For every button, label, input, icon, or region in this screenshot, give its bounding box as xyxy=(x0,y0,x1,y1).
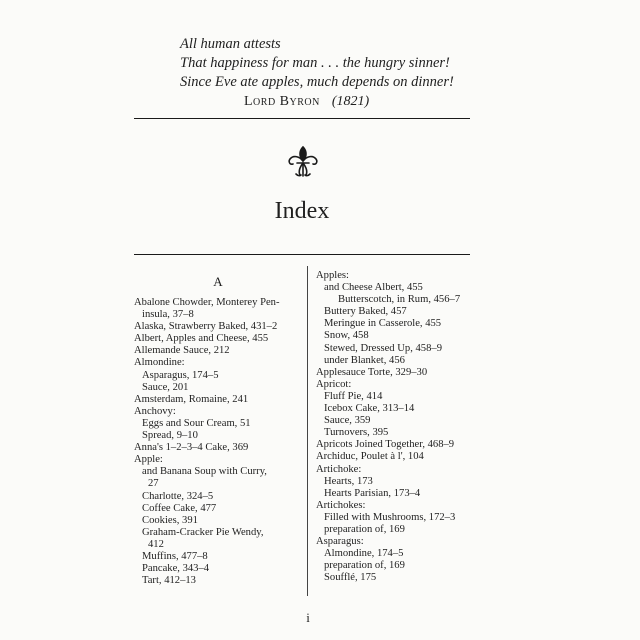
index-entry: Stewed, Dressed Up, 458–9 xyxy=(324,342,442,354)
index-entry: Artichokes: xyxy=(316,499,366,511)
index-entry: Hearts, 173 xyxy=(324,475,373,487)
index-entry: Anna's 1–2–3–4 Cake, 369 xyxy=(134,442,249,454)
page-title: Index xyxy=(274,198,330,224)
index-entry: preparation of, 169 xyxy=(324,560,405,572)
epigraph xyxy=(180,35,480,111)
index-entry: Graham-Cracker Pie Wendy, xyxy=(142,526,264,538)
section-letter: A xyxy=(213,274,223,289)
epigraph-line: That happiness for man . . . the hungry sinner! xyxy=(180,55,450,71)
epigraph-author: Lord Byron xyxy=(244,94,320,109)
index-entry: Charlotte, 324–5 xyxy=(142,490,214,502)
index-entry: Spread, 9–10 xyxy=(142,430,198,442)
index-entry: Fluff Pie, 414 xyxy=(324,390,383,402)
index-entry: Artichoke: xyxy=(316,463,362,475)
index-column-left xyxy=(134,270,302,587)
epigraph-line: Since Eve ate apples, much depends on dinner! xyxy=(180,74,454,90)
index-entry: Sauce, 359 xyxy=(324,415,371,427)
index-entry: Abalone Chowder, Monterey Pen- xyxy=(134,297,280,308)
index-entry: Cookies, 391 xyxy=(142,514,198,526)
index-entry: 412 xyxy=(148,538,164,550)
index-entry: Muffins, 477–8 xyxy=(142,550,208,562)
index-entry: Butterscotch, in Rum, 456–7 xyxy=(338,294,461,306)
index-entry: Almondine, 174–5 xyxy=(324,548,404,560)
right-entries xyxy=(316,270,484,584)
index-entry: Tart, 412–13 xyxy=(142,575,196,587)
epigraph-year: (1821) xyxy=(331,94,370,109)
index-entry: under Blanket, 456 xyxy=(324,354,405,366)
index-entry: Turnovers, 395 xyxy=(324,427,389,439)
index-entry: Sauce, 201 xyxy=(142,381,189,393)
epigraph-line: All human attests xyxy=(180,36,281,52)
index-entry: Pancake, 343–4 xyxy=(142,563,210,575)
index-column-right xyxy=(316,270,484,584)
column-divider xyxy=(307,266,308,596)
page-number: i xyxy=(306,610,310,625)
fleur-de-lis-ornament-icon xyxy=(282,141,324,183)
index-entry: Apricots Joined Together, 468–9 xyxy=(316,439,455,451)
bottom-rule xyxy=(134,254,470,255)
index-entry: Soufflé, 175 xyxy=(324,572,377,584)
index-entry: 27 xyxy=(148,478,159,490)
index-entry: insula, 37–8 xyxy=(142,309,194,321)
index-entry: Coffee Cake, 477 xyxy=(142,502,217,514)
top-rule xyxy=(134,118,470,119)
index-entry: Asparagus: xyxy=(316,536,364,548)
index-entry: Archiduc, Poulet à l', 104 xyxy=(316,451,424,463)
index-entry: and Banana Soup with Curry, xyxy=(142,466,267,478)
index-entry: Meringue in Casserole, 455 xyxy=(324,318,442,330)
index-entry: Buttery Baked, 457 xyxy=(324,306,407,318)
index-entry: Asparagus, 174–5 xyxy=(142,369,219,381)
index-entry: Applesauce Torte, 329–30 xyxy=(316,366,428,378)
index-entry: Amsterdam, Romaine, 241 xyxy=(134,393,249,405)
index-entry: Filled with Mushrooms, 172–3 xyxy=(324,511,456,523)
index-entry: Almondine: xyxy=(134,357,185,369)
index-entry: Icebox Cake, 313–14 xyxy=(324,403,415,415)
index-entry: Alaska, Strawberry Baked, 431–2 xyxy=(134,321,278,333)
index-entry: Apple: xyxy=(134,454,163,466)
left-entries xyxy=(134,297,302,587)
epigraph-attribution xyxy=(244,92,480,111)
index-entry: Hearts Parisian, 173–4 xyxy=(324,487,421,499)
index-entry: Apricot: xyxy=(316,378,352,390)
index-entry: preparation of, 169 xyxy=(324,523,405,535)
index-entry: Snow, 458 xyxy=(324,330,369,342)
index-entry: and Cheese Albert, 455 xyxy=(324,282,423,294)
index-entry: Allemande Sauce, 212 xyxy=(134,345,230,357)
index-entry: Apples: xyxy=(316,270,349,281)
index-entry: Anchovy: xyxy=(134,405,176,417)
index-entry: Albert, Apples and Cheese, 455 xyxy=(134,333,269,345)
index-entry: Eggs and Sour Cream, 51 xyxy=(142,417,251,429)
